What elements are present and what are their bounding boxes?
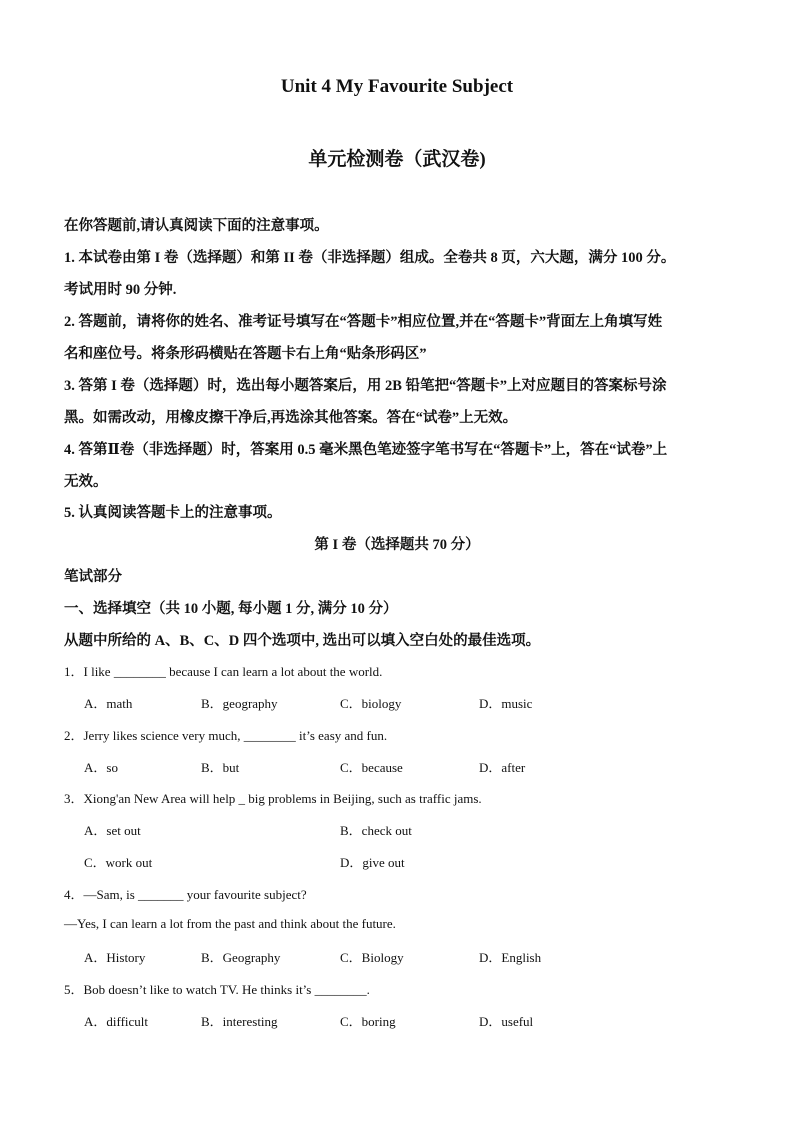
section-instruction: 从题中所给的 A、B、C、D 四个选项中, 选出可以填入空白处的最佳选项。 xyxy=(64,633,541,649)
question-1-option-c: C．biology xyxy=(340,696,402,711)
notice-item-1: 1. 本试卷由第 I 卷（选择题）和第 II 卷（非选择题）组成。全卷共 8 页，六大题，满分 100 分。 xyxy=(64,250,676,266)
question-5-stem: 5．Bob doesn’t like to watch TV. He thinks it’s ________. xyxy=(64,982,370,997)
question-4-option-b: B．Geography xyxy=(201,950,281,965)
question-2-option-a: A．so xyxy=(84,760,118,775)
question-4-option-a: A．History xyxy=(84,950,146,965)
notice-item-1-cont: 考试用时 90 分钟. xyxy=(64,282,177,298)
notice-item-3: 3. 答第 I 卷（选择题）时，选出每小题答案后，用 2B 铅笔把“答题卡”上对应题目的答案标号涂 xyxy=(64,378,667,394)
question-4-stem-reply: —Yes, I can learn a lot from the past and think about the future. xyxy=(64,916,396,931)
part-label: 笔试部分 xyxy=(64,569,122,585)
question-5-option-a: A．difficult xyxy=(84,1014,149,1029)
section-heading: 一、选择填空（共 10 小题, 每小题 1 分, 满分 10 分） xyxy=(64,601,398,617)
question-2-option-d: D．after xyxy=(479,760,526,775)
question-1-option-a: A．math xyxy=(84,696,133,711)
question-2-option-c: C．because xyxy=(340,760,403,775)
question-1-option-b: B．geography xyxy=(201,696,278,711)
notice-heading: 在你答题前,请认真阅读下面的注意事项。 xyxy=(64,218,329,234)
question-3-option-d: D．give out xyxy=(340,855,405,870)
question-5-option-b: B．interesting xyxy=(201,1014,278,1029)
question-1-option-d: D．music xyxy=(479,696,533,711)
question-3-option-b: B．check out xyxy=(340,823,412,838)
notice-item-2: 2. 答题前，请将你的姓名、准考证号填写在“答题卡”相应位置,并在“答题卡”背面左上角填写姓 xyxy=(64,314,663,330)
question-5-option-c: C．boring xyxy=(340,1014,396,1029)
volume-title: 第 I 卷（选择题共 70 分） xyxy=(314,537,480,553)
page-subtitle: 单元检测卷（武汉卷) xyxy=(308,149,486,170)
notice-item-5: 5. 认真阅读答题卡上的注意事项。 xyxy=(64,505,282,521)
notice-item-3-cont: 黑。如需改动，用橡皮擦干净后,再选涂其他答案。答在“试卷”上无效。 xyxy=(64,410,518,426)
question-5-option-d: D．useful xyxy=(479,1014,534,1029)
question-3-option-c: C．work out xyxy=(84,855,153,870)
question-3-option-a: A．set out xyxy=(84,823,141,838)
notice-item-2-cont: 名和座位号。将条形码横贴在答题卡右上角“贴条形码区” xyxy=(64,346,427,362)
question-2-stem: 2．Jerry likes science very much, ________ it’s easy and fun. xyxy=(64,728,388,743)
notice-item-4-cont: 无效。 xyxy=(64,474,108,490)
notice-item-4: 4. 答第Ⅱ卷（非选择题）时，答案用 0.5 毫米黑色笔迹签字笔书写在“答题卡”上，答在“试卷”上 xyxy=(64,442,668,458)
page-title: Unit 4 My Favourite Subject xyxy=(280,76,514,97)
question-4-option-d: D．English xyxy=(479,950,542,965)
question-4-stem: 4．—Sam, is _______ your favourite subject? xyxy=(64,887,307,902)
question-4-option-c: C．Biology xyxy=(340,950,404,965)
question-2-option-b: B．but xyxy=(201,760,240,775)
question-1-stem: 1．I like ________ because I can learn a lot about the world. xyxy=(64,664,383,679)
question-3-stem: 3．Xiong'an New Area will help _ big problems in Beijing, such as traffic jams. xyxy=(64,791,482,806)
